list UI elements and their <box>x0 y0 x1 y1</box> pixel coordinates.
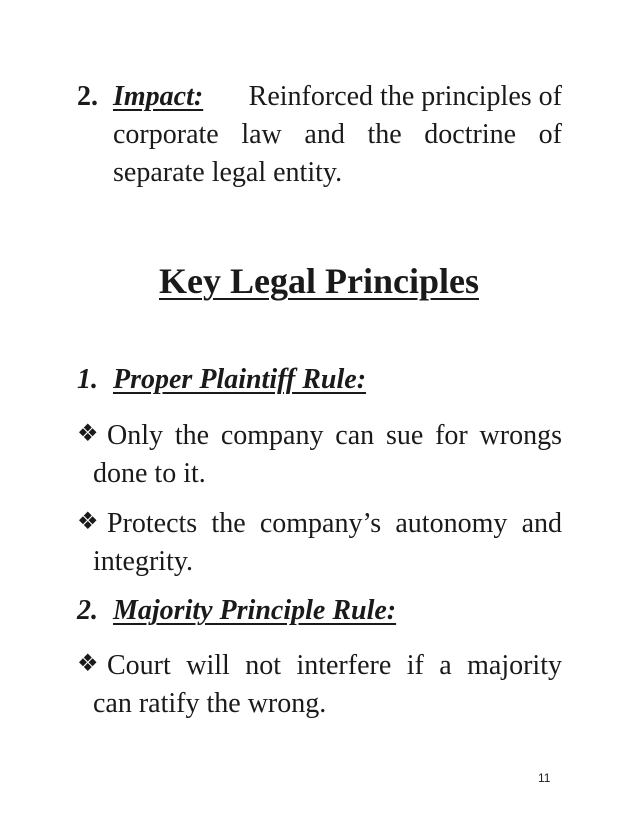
rule-1-bullet-1-line-2: done to it. <box>93 458 206 489</box>
rule-1-bullet-1 <box>77 422 562 450</box>
page-number: 11 <box>538 771 551 785</box>
rule-1-label: Proper Plaintiff Rule: <box>113 364 367 395</box>
rule-2-bullet-1 <box>77 652 562 680</box>
rule-1-bullet-2-line-2: integrity. <box>93 546 194 577</box>
rule-1-number: 1. <box>77 364 98 395</box>
rule-2-label: Majority Principle Rule: <box>113 595 397 626</box>
rule-1-bullet-2-line-1: Protects the company’s autonomy and <box>107 508 562 539</box>
bullet-diamond-icon: ❖ <box>77 509 99 535</box>
impact-line-1 <box>77 83 562 111</box>
rule-2-heading <box>77 597 396 625</box>
rule-2-bullet-1-line-2: can ratify the wrong. <box>93 688 327 719</box>
rule-1-bullet-1-line-1: Only the company can sue for wrongs <box>107 420 562 451</box>
rule-2-number: 2. <box>77 595 98 626</box>
bullet-diamond-icon: ❖ <box>77 651 99 677</box>
impact-number: 2. <box>77 81 98 112</box>
rule-1-heading <box>77 366 366 394</box>
impact-line-3: separate legal entity. <box>113 157 343 188</box>
impact-line-2 <box>113 121 562 149</box>
rule-1-bullet-2 <box>77 510 562 538</box>
impact-line-1-text: Reinforced the principles of <box>248 81 562 112</box>
rule-2-bullet-1-line-1: Court will not interfere if a majority <box>107 650 562 681</box>
section-heading: Key Legal Principles <box>159 261 479 301</box>
impact-line-2-text: corporate law and the doctrine of <box>113 119 562 150</box>
impact-label: Impact: <box>113 81 204 112</box>
bullet-diamond-icon: ❖ <box>77 421 99 447</box>
